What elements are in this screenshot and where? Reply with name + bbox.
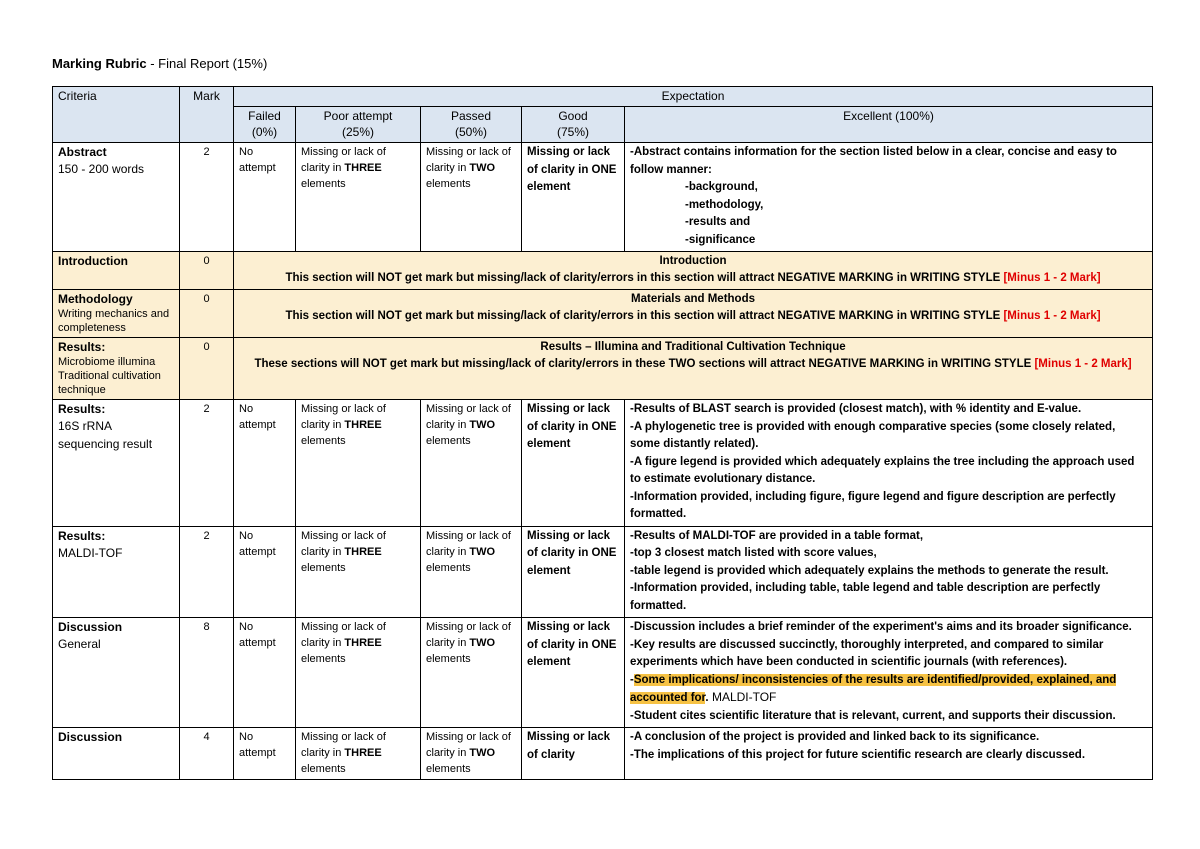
good-cell: Missing or lack of clarity in ONE element [522,526,625,618]
level-failed: Failed (0%) [234,107,296,143]
criteria-header: Criteria [53,87,180,143]
poor-cell: Missing or lack of clarity in THREE elements [296,400,421,527]
mark-results-illumina: 0 [180,338,234,400]
expectation-header: Expectation [234,87,1153,107]
criteria-discussion: Discussion [53,728,180,780]
criteria-results-maldi: Results: MALDI-TOF [53,526,180,618]
mark-introduction: 0 [180,252,234,290]
introduction-note: Introduction This section will NOT get mark but missing/lack of clarity/errors in this section will attract NEGATIVE MARKING in WRITING STYLE [Minus 1 - 2 Mark] [234,252,1153,290]
passed-cell: Missing or lack of clarity in TWO elements [421,400,522,527]
good-cell: Missing or lack of clarity in ONE element [522,400,625,527]
table-row [53,338,1153,400]
good-cell: Missing or lack of clarity in ONE element [522,618,625,728]
poor-cell: Missing or lack of clarity in THREE elements [296,618,421,728]
mark-methodology: 0 [180,290,234,338]
failed-cell: No attempt [234,143,296,252]
mark-discussion: 4 [180,728,234,780]
results-illumina-note: Results – Illumina and Traditional Cultivation Technique These sections will NOT get mark but missing/lack of clarity/errors in these TWO sections will attract NEGATIVE MARKING in WRITING STYLE [Minus 1 - 2 Mark] [234,338,1153,400]
table-row [53,290,1153,338]
failed-cell: No attempt [234,728,296,780]
passed-cell: Missing or lack of clarity in TWO elements [421,526,522,618]
poor-cell: Missing or lack of clarity in THREE elements [296,143,421,252]
excellent-discussion: -A conclusion of the project is provided and linked back to its significance. -The implications of this project for future scientific research are clearly discussed. [625,728,1153,780]
level-poor: Poor attempt (25%) [296,107,421,143]
criteria-discussion-general: Discussion General [53,618,180,728]
table-row [53,728,1153,780]
mark-results-maldi: 2 [180,526,234,618]
highlighted-text: Some implications/ inconsistencies of the results are identified/provided, explained, and accounted for [630,673,1117,704]
title-bold: Marking Rubric [52,56,147,71]
mark-discussion-general: 8 [180,618,234,728]
mark-header: Mark [180,87,234,143]
header-row [53,87,1153,107]
table-row [53,526,1153,618]
level-passed: Passed (50%) [421,107,522,143]
table-row [53,618,1153,728]
passed-cell: Missing or lack of clarity in TWO elements [421,618,522,728]
poor-cell: Missing or lack of clarity in THREE elements [296,526,421,618]
criteria-introduction: Introduction [53,252,180,290]
mark-abstract: 2 [180,143,234,252]
criteria-abstract: Abstract 150 - 200 words [53,143,180,252]
methodology-note: Materials and Methods This section will NOT get mark but missing/lack of clarity/errors in this section will attract NEGATIVE MARKING in WRITING STYLE [Minus 1 - 2 Mark] [234,290,1153,338]
poor-cell: Missing or lack of clarity in THREE elements [296,728,421,780]
level-excellent: Excellent (100%) [625,107,1153,143]
failed-cell: No attempt [234,618,296,728]
passed-cell: Missing or lack of clarity in TWO elements [421,143,522,252]
level-good: Good (75%) [522,107,625,143]
table-row [53,252,1153,290]
rubric-table [52,86,1153,780]
excellent-discussion-general: -Discussion includes a brief reminder of the experiment's aims and its broader significance. -Key results are discussed succinctly, thoroughly interpreted, and compared to similar experiments which have been conducted in scientific journals (with references). -Some implications/ inconsistencies of the results are identified/provided, explained, and accounted for. MALDI-TOF -Student cites scientific literature that is relevant, current, and supports their discussion. [625,618,1153,728]
criteria-results-16s: Results: 16S rRNA sequencing result [53,400,180,527]
good-cell: Missing or lack of clarity [522,728,625,780]
excellent-results-16s: -Results of BLAST search is provided (closest match), with % identity and E-value. -A phylogenetic tree is provided with enough comparative species (some closely related, some distantly related). -A figure legend is provided which adequately explains the tree including the approach used to estimate evolutionary distance. -Information provided, including figure, figure legend and figure description are perfectly formatted. [625,400,1153,527]
excellent-results-maldi: -Results of MALDI-TOF are provided in a table format, -top 3 closest match listed with score values, -table legend is provided which adequately explains the methods to generate the result. -Information provided, including table, table legend and table description are perfectly formatted. [625,526,1153,618]
mark-results-16s: 2 [180,400,234,527]
criteria-results-illumina: Results: Microbiome illumina Traditional cultivation technique [53,338,180,400]
table-row [53,400,1153,527]
failed-cell: No attempt [234,526,296,618]
table-row [53,143,1153,252]
passed-cell: Missing or lack of clarity in TWO elements [421,728,522,780]
good-cell: Missing or lack of clarity in ONE element [522,143,625,252]
page-title [52,56,267,71]
title-rest: - Final Report (15%) [146,56,268,71]
failed-cell: No attempt [234,400,296,527]
criteria-methodology: Methodology Writing mechanics and completeness [53,290,180,338]
excellent-abstract: -Abstract contains information for the section listed below in a clear, concise and easy to follow manner: -background, -methodology, -results and -significance [625,143,1153,252]
